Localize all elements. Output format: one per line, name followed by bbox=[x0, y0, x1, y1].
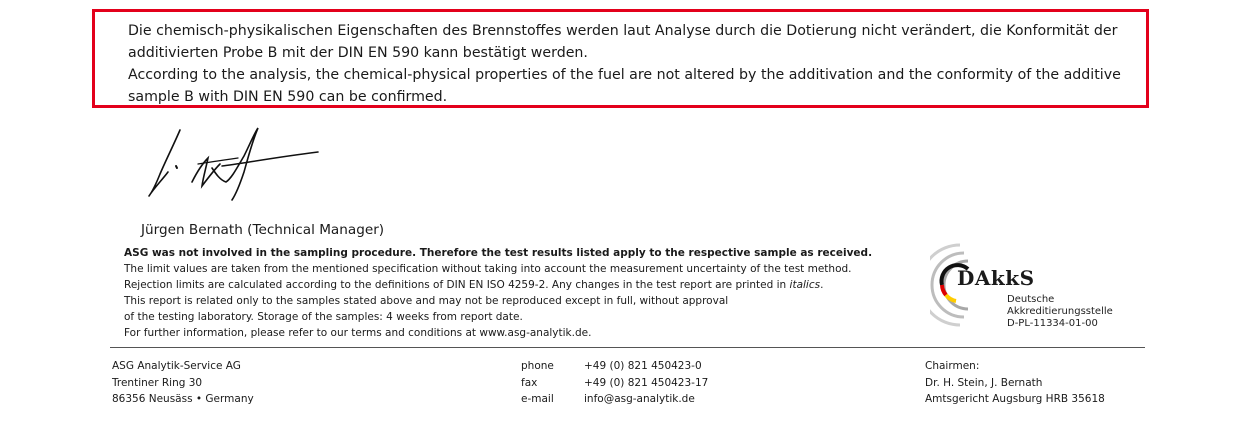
disclaimer-line: Rejection limits are calculated according to the definitions of DIN EN ISO 4259-2. Any changes in the test report are printed in italics. bbox=[124, 279, 824, 291]
phone-value: +49 (0) 821 450423-0 bbox=[584, 360, 702, 372]
company-street: Trentiner Ring 30 bbox=[112, 376, 203, 389]
dakks-line-3: D-PL-11334-01-00 bbox=[1007, 318, 1098, 329]
conformity-statement-box bbox=[92, 9, 1149, 108]
footer-divider bbox=[110, 347, 1145, 348]
italics-word: italics bbox=[789, 279, 821, 291]
dakks-line-2: Akkreditierungsstelle bbox=[1007, 306, 1113, 317]
disclaimer-line: The limit values are taken from the mentioned specification without taking into account the measurement uncertainty of the test method. bbox=[124, 263, 852, 275]
statement-german: Die chemisch-physikalischen Eigenschaften des Brennstoffes werden laut Analyse durch die Dotierung nicht verändert, die Konformität der additivierten Probe B mit der DIN EN 590 kann bestätigt werden. bbox=[128, 23, 1118, 61]
dakks-name: DAkkS bbox=[957, 266, 1035, 290]
signer-name: Jürgen Bernath (Technical Manager) bbox=[141, 222, 385, 238]
chairmen-heading: Chairmen: bbox=[925, 360, 980, 372]
phone-label: phone bbox=[521, 360, 554, 372]
footer-contact-values bbox=[584, 358, 708, 408]
fax-label: fax bbox=[521, 376, 538, 389]
handwritten-signature bbox=[140, 122, 330, 204]
chairmen-names: Dr. H. Stein, J. Bernath bbox=[925, 376, 1043, 389]
email-value: info@asg-analytik.de bbox=[584, 393, 695, 405]
footer-contact-labels bbox=[521, 358, 554, 408]
email-label: e-mail bbox=[521, 393, 554, 405]
company-name: ASG Analytik-Service AG bbox=[112, 360, 241, 372]
disclaimer-line: For further information, please refer to our terms and conditions at www.asg-analytik.de. bbox=[124, 327, 592, 339]
company-city: 86356 Neusäss • Germany bbox=[112, 393, 254, 405]
disclaimer-line: This report is related only to the samples stated above and may not be reproduced except in full, without approval bbox=[124, 295, 729, 307]
dakks-accreditation-logo bbox=[930, 241, 1130, 333]
disclaimer-line: of the testing laboratory. Storage of the samples: 4 weeks from report date. bbox=[124, 311, 523, 323]
disclaimer-line: ASG was not involved in the sampling procedure. Therefore the test results listed apply to the respective sample as received. bbox=[124, 247, 873, 259]
disclaimer-block bbox=[124, 245, 914, 341]
footer-company bbox=[112, 358, 254, 408]
statement-english: According to the analysis, the chemical-physical properties of the fuel are not altered by the additivation and the conformity of the additive sample B with DIN EN 590 can be confirmed. bbox=[128, 67, 1121, 105]
fax-value: +49 (0) 821 450423-17 bbox=[584, 376, 709, 389]
court-registration: Amtsgericht Augsburg HRB 35618 bbox=[925, 393, 1105, 405]
dakks-line-1: Deutsche bbox=[1007, 294, 1055, 305]
footer-chairmen bbox=[925, 358, 1105, 408]
